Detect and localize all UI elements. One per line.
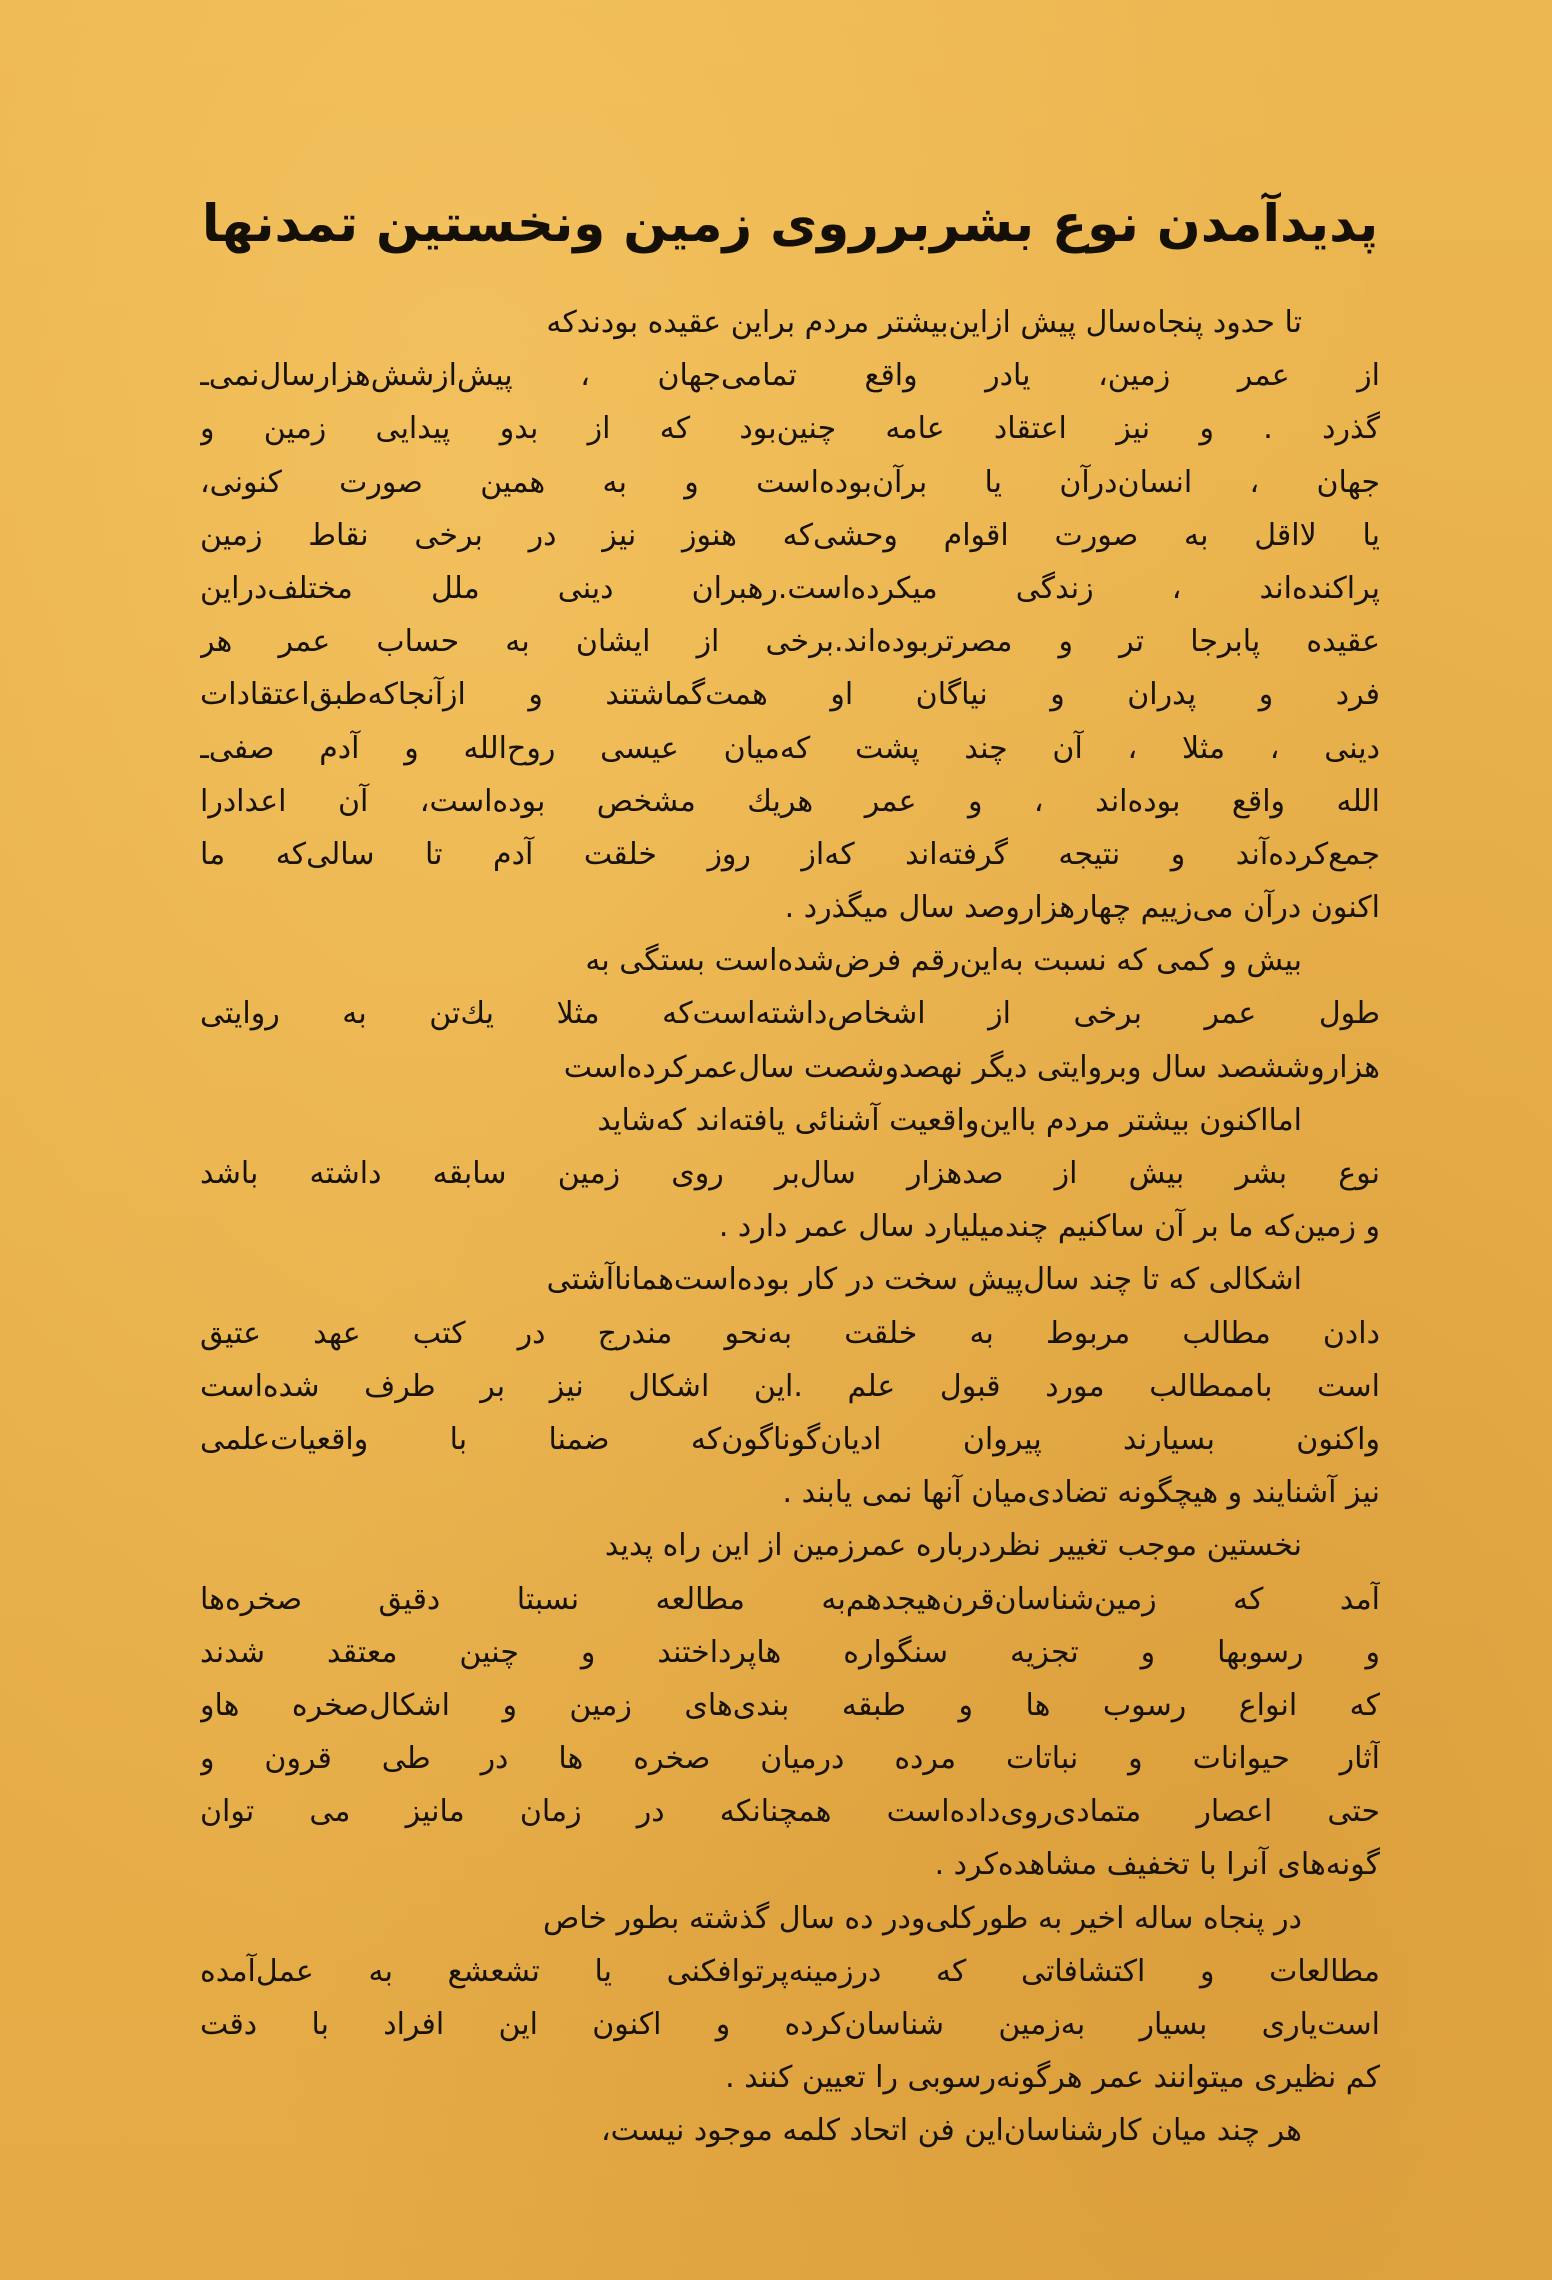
text-line: جمع‌کرده‌آند و نتیجه گرفته‌اند که‌از روز خلقت آدم تا سالی‌که ما [200,836,1380,872]
text-line: کم نظیری میتوانند عمر هرگونه‌رسوبی را تعیین کنند . [725,2060,1380,2096]
text-line: جهان ، انسان‌درآن یا برآن‌بوده‌است و به همین صورت کنونی، [200,464,1380,500]
page-title: پدیدآمدن نوع بشربرروی زمین ونخستین تمدنها [201,194,1379,254]
text-line: نوع بشر بیش از صدهزار سال‌بر روی زمین سابقه داشته باشد [200,1156,1380,1191]
text-line: و رسوبها و تجزیه سنگواره هاپرداختند و چنین معتقد شدند [200,1634,1380,1670]
text-line: واکنون بسیارند پیروان ادیان‌گوناگون‌که ضمنا با واقعیات‌علمی [200,1421,1380,1457]
text-line: آثار حیوانات و نباتات مرده درمیان صخره ها در طی قرون و [200,1741,1380,1777]
text-line: دینی ، مثلا ، آن چند پشت که‌میان عیسی روح‌الله و آدم صفی‌ـ [200,730,1380,766]
body-text [200,296,1380,2158]
text-line: امااکنون بیشتر مردم بااین‌واقعیت آشنائی یافته‌اند که‌شاید [597,1102,1302,1138]
text-line: است‌یاری بسیار به‌زمین شناسان‌کرده و اکنون این افراد با دقت [200,2007,1380,2042]
text-line: نیز آشنایند و هیچگونه تضادی‌میان آنها نمی یابند . [782,1475,1380,1511]
text-line: یا لااقل به صورت اقوام وحشی‌که هنوز نیز در برخی نقاط زمین [200,517,1380,553]
text-line: هزاروششصد سال وبروایتی دیگر نهصدوشصت سال‌عمرکرده‌است [563,1049,1380,1085]
text-line: و زمین‌که ما بر آن ساکنیم چندمیلیارد سال عمر دارد . [718,1209,1380,1245]
text-line: تا حدود پنجاه‌سال پیش ازاین‌بیشتر مردم براین عقیده بودندکه [546,305,1302,340]
text-line: است باممطالب مورد قبول علم .این اشکال نیز بر طرف شده‌است [200,1368,1380,1404]
text-line: الله واقع بوده‌اند ، و عمر هریك مشخص بوده‌است، آن اعدادرا [200,783,1380,819]
text-line: طول عمر برخی از اشخاص‌داشته‌است‌که مثلا یك‌تن به روایتی [200,996,1380,1032]
text-line: از عمر زمین، یادر واقع تمامی‌جهان ، پیش‌ازشش‌هزارسال‌نمی‌ـ [200,358,1380,394]
text-line: دادن مطالب مربوط به خلقت به‌نحو مندرج در کتب عهد عتیق [200,1315,1380,1351]
text-line: بیش و کمی که نسبت به‌این‌رقم فرض‌شده‌است بستگی به [585,943,1302,979]
text-line: حتی اعصار متمادی‌روی‌داده‌است همچنانکه در زمان مانیز می توان [200,1794,1380,1830]
text-line: هر چند میان کارشناسان‌این فن اتحاد کلمه موجود نیست، [600,2113,1302,2149]
text-line: فرد و پدران و نیاگان او همت‌گماشتند و ازآنجاکه‌طبق‌اعتقادات [200,677,1380,713]
text-line: نخستین موجب تغییر نظردرباره عمرزمین از این راه پدید [604,1528,1302,1564]
text-line: گذرد . و نیز اعتقاد عامه چنین‌بود که از بدو پیدایی زمین و [200,411,1380,447]
text-line: اشکالی که تا چند سال‌پیش سخت در کار بوده‌است‌همانا‌آشتی [546,1262,1302,1298]
text-line: آمد که زمین‌شناسان‌قرن‌هیجدهم‌به مطالعه نسبتا دقیق صخره‌ها [200,1581,1380,1617]
text-line: پراکنده‌اند ، زندگی میکرده‌است.رهبران دینی ملل مختلف‌دراین [200,570,1380,606]
text-line: عقیده پابرجا تر و مصرتربوده‌اند.برخی از ایشان به حساب عمر هر [200,624,1380,660]
text-line: گونه‌های آنرا با تخفیف مشاهده‌کرد . [934,1847,1380,1883]
text-line: اکنون درآن می‌زییم چهارهزاروصد سال میگذرد . [784,890,1380,926]
text-line: مطالعات و اکتشافاتی که درزمینه‌پرتوافکنی یا تشعشع به عمل‌آمده [200,1953,1380,1989]
text-line: در پنجاه ساله اخیر به طورکلی‌ودر ده سال گذشته بطور خاص [542,1900,1302,1936]
text-line: که انواع رسوب ها و طبقه بندی‌های زمین و اشکال‌صخره هاو [200,1687,1380,1723]
